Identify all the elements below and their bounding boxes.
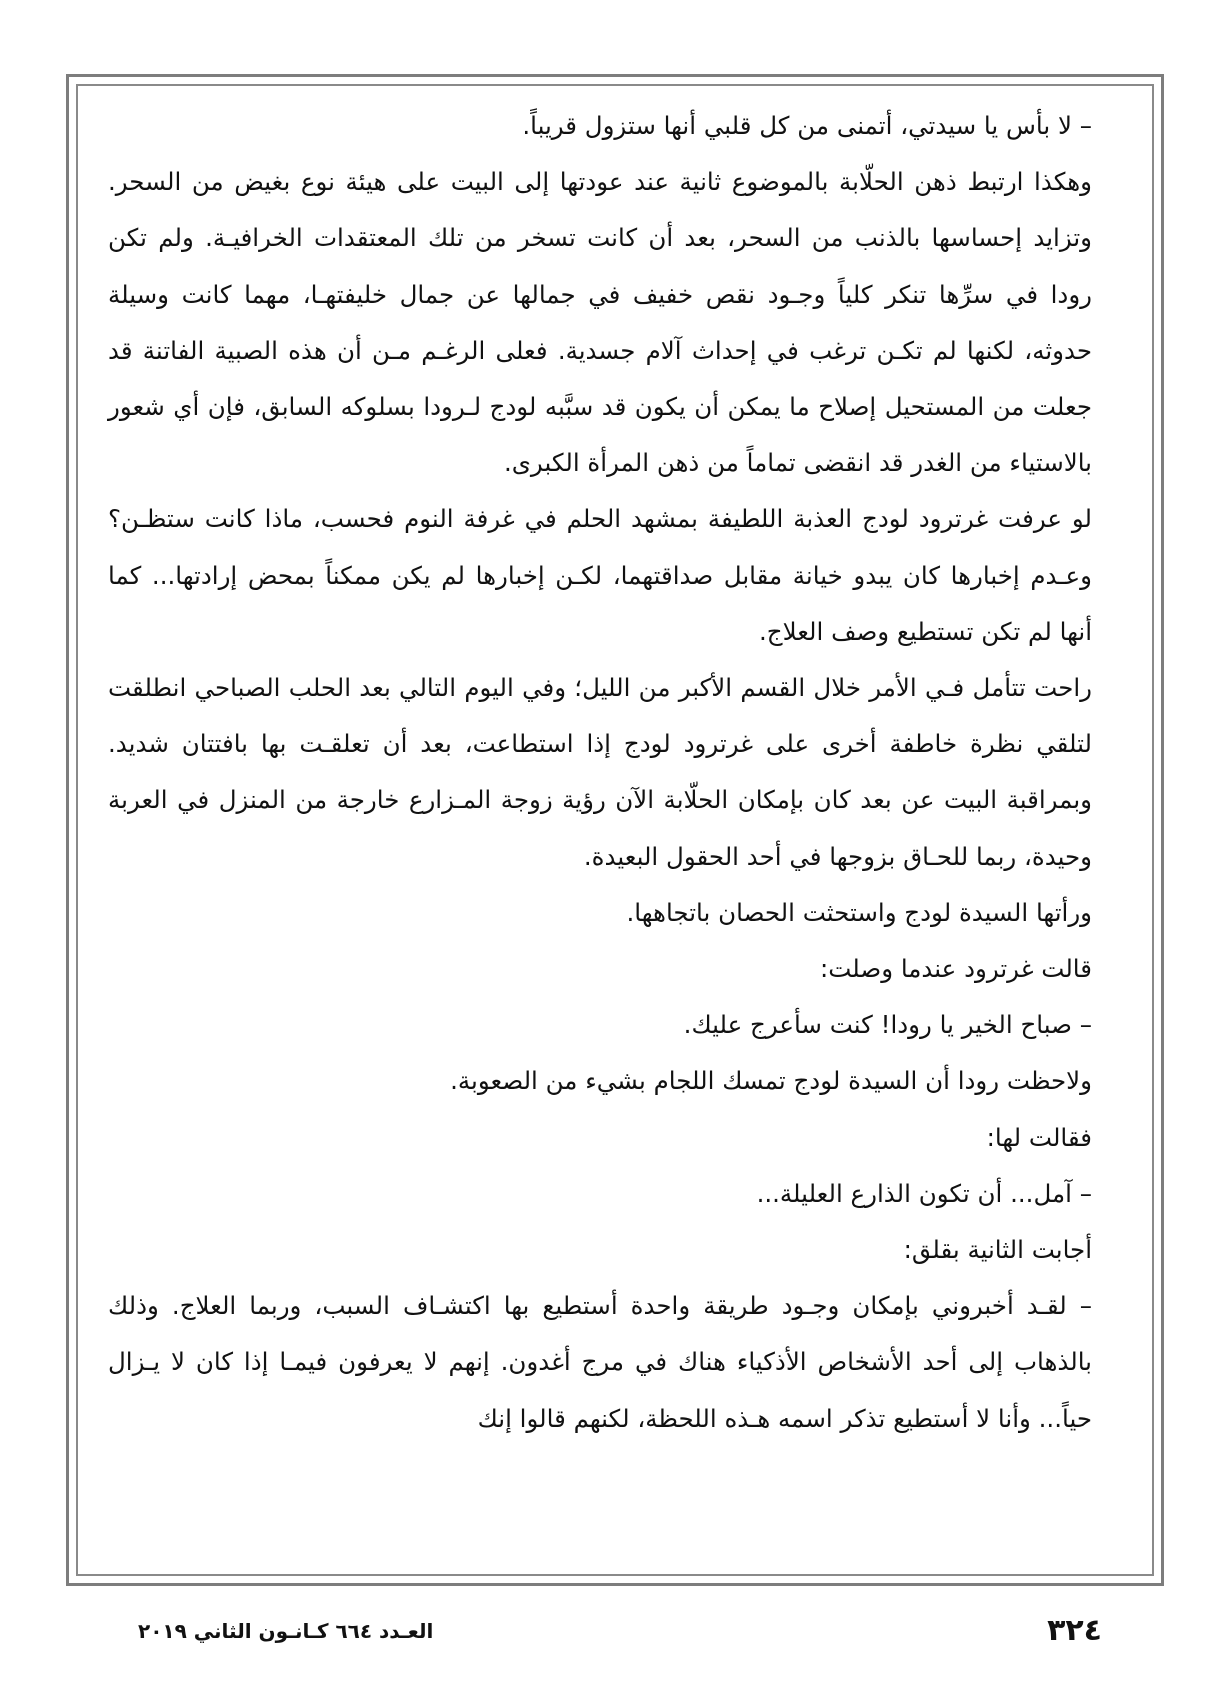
paragraph: قالت غرترود عندما وصلت: xyxy=(820,954,1092,984)
page-number: ٣٢٤ xyxy=(1047,1613,1102,1648)
paragraph: فقالت لها: xyxy=(986,1122,1092,1152)
paragraph: لو عرفت غرترود لودج العذبة اللطيفة بمشهد الحلم في غرفة النوم فحسب، ماذا كانت ستظـن؟ وعـدم إخبارها كان يبدو خيانة مقابل صداقتهما، لكـن إخبارها لم يكن ممكناً بمحض إرادتها... كما أنها لم تكن تستطيع وصف العلاج. xyxy=(108,504,1092,646)
article-body xyxy=(108,98,1122,1568)
paragraph: راحت تتأمل فـي الأمر خلال القسم الأكبر من الليل؛ وفي اليوم التالي بعد الحلب الصباحي انطلقت لتلقي نظرة خاطفة أخرى على غرترود لودج إذا استطاعت، بعد أن تعلقـت بها بافتتان شديد. وبمراقبة البيت عن بعد كان بإمكان الحلّابة الآن رؤية زوجة المـزارع خارجة من المنزل في العربة وحيدة، ربما للحـاق بزوجها في أحد الحقول البعيدة. xyxy=(108,673,1092,871)
paragraph: – لقـد أخبروني بإمكان وجـود طريقة واحدة أستطيع بها اكتشـاف السبب، وربما العلاج. وذلك بالذهاب إلى أحد الأشخاص الأذكياء هناك في مرج أغدون. إنهم لا يعرفون فيمـا إذا كان لا يـزال حياً... وأنا لا أستطيع تذكر اسمه هـذه اللحظة، لكنهم قالوا إنك xyxy=(108,1291,1092,1433)
paragraph: ورأتها السيدة لودج واستحثت الحصان باتجاهها. xyxy=(626,897,1092,927)
paragraph: – لا بأس يا سيدتي، أتمنى من كل قلبي أنها ستزول قريباً. xyxy=(522,111,1092,140)
paragraph: ولاحظت رودا أن السيدة لودج تمسك اللجام بشيء من الصعوبة. xyxy=(450,1066,1092,1096)
paragraph: – آمل... أن تكون الذارع العليلة... xyxy=(756,1178,1092,1208)
issue-info: العـدد ٦٦٤ كـانـون الثاني ٢٠١٩ xyxy=(138,1619,434,1643)
paragraph: – صباح الخير يا رودا! كنت سأعرج عليك. xyxy=(683,1010,1092,1040)
paragraph: أجابت الثانية بقلق: xyxy=(903,1235,1092,1265)
paragraph: وهكذا ارتبط ذهن الحلّابة بالموضوع ثانية عند عودتها إلى البيت على هيئة نوع بغيض من السحر. وتزايد إحساسها بالذنب من السحر، بعد أن كانت تسخر من تلك المعتقدات الخرافيـة. ولم تكن رودا في سرِّها تنكر كلياً وجـود نقص خفيف في جمالها عن جمال خليفتهـا، مهما كانت وسيلة حدوثه، لكنها لم تكـن ترغب في إحداث آلام جسدية. فعلى الرغـم مـن أن هذه الصبية الفاتنة قد جعلت من المستحيل إصلاح ما يمكن أن يكون قد سبَّبه لودج لـرودا بسلوكه السابق، فإن أي شعور بالاستياء من الغدر قد انقضى تماماً من ذهن المرأة الكبرى. xyxy=(108,167,1092,478)
